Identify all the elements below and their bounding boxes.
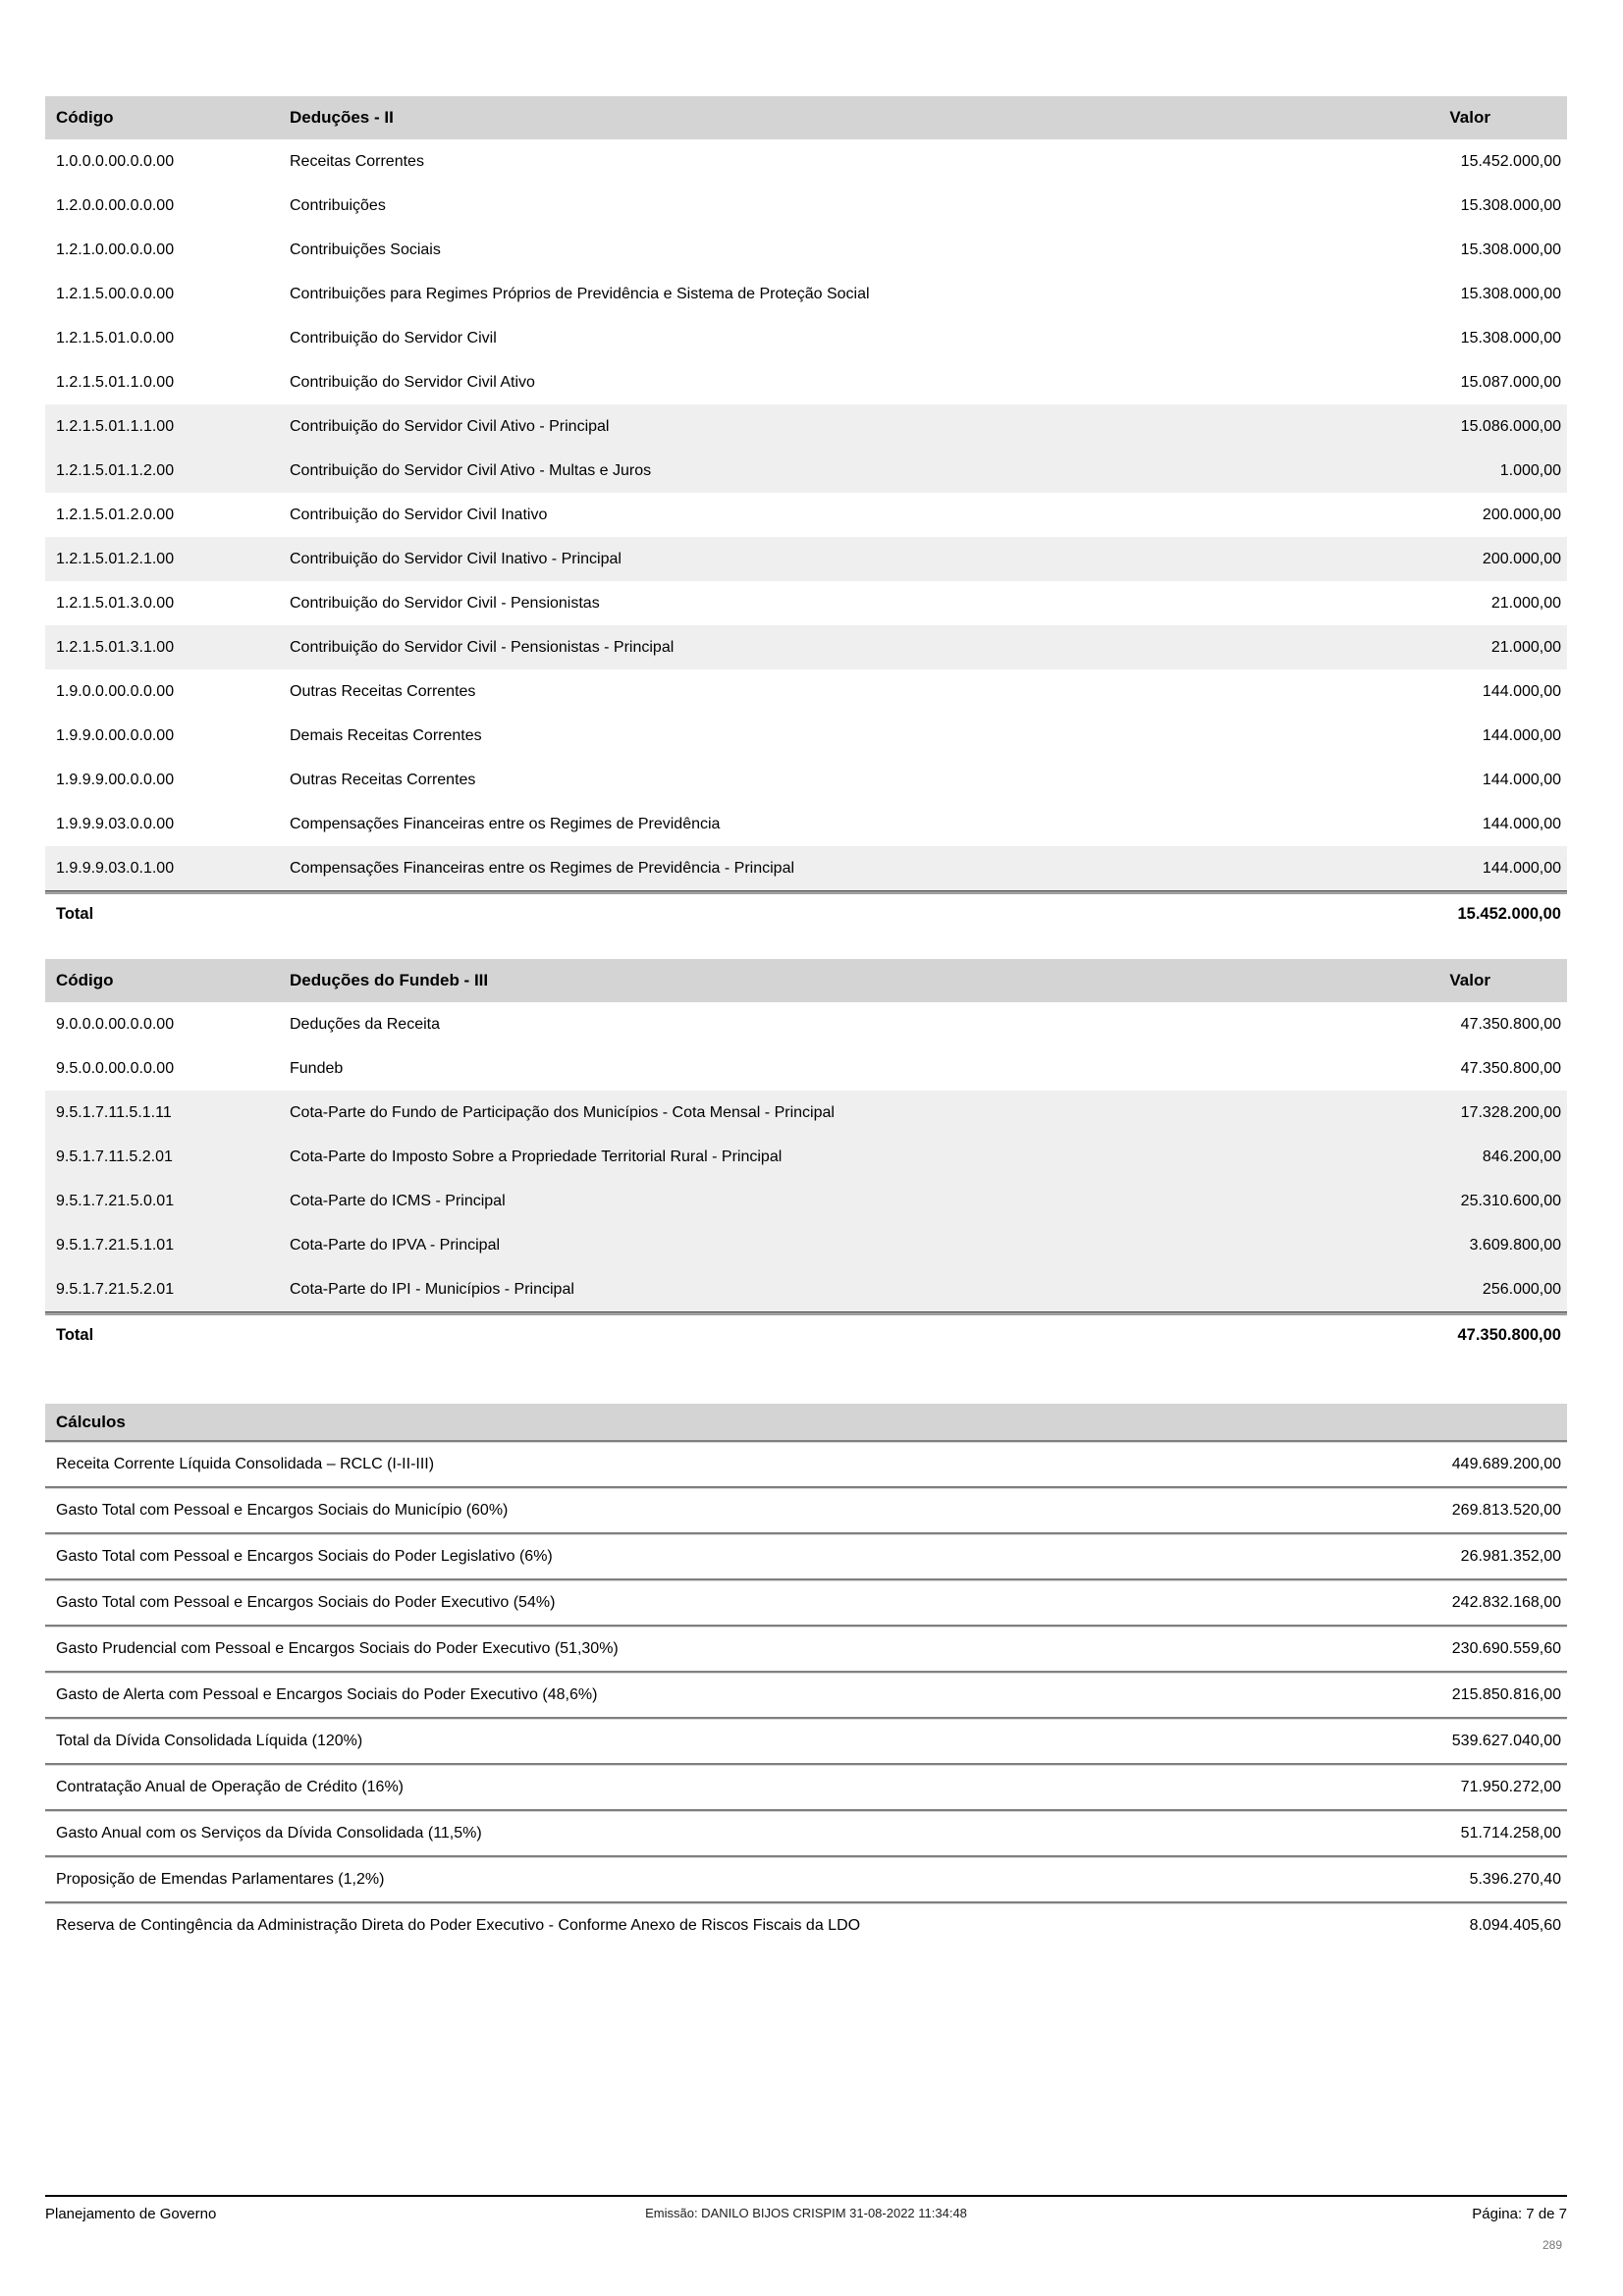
table-row <box>45 581 1567 625</box>
table-row <box>45 1179 1567 1223</box>
fundeb3-total-row <box>45 1311 1567 1358</box>
calc-row <box>45 1717 1567 1763</box>
row-code: 9.5.1.7.21.5.1.01 <box>56 1236 175 1254</box>
row-description: Cota-Parte do IPVA - Principal <box>290 1236 501 1254</box>
row-description: Contribuição do Servidor Civil - Pensionistas - Principal <box>290 638 675 656</box>
calc-label: Gasto de Alerta com Pessoal e Encargos Sociais do Poder Executivo (48,6%) <box>56 1685 598 1703</box>
total-label: Total <box>56 1325 94 1344</box>
row-value: 15.308.000,00 <box>1460 196 1561 214</box>
row-description: Cota-Parte do IPI - Municípios - Principal <box>290 1280 574 1298</box>
row-code: 1.0.0.0.00.0.0.00 <box>56 152 175 170</box>
section-gap <box>45 936 1567 959</box>
table-row <box>45 1002 1567 1046</box>
column-header-valor: Valor <box>1449 108 1490 127</box>
row-description: Contribuição do Servidor Civil Ativo <box>290 373 535 391</box>
row-description: Contribuição do Servidor Civil <box>290 329 497 347</box>
table-row <box>45 493 1567 537</box>
row-code: 9.0.0.0.00.0.0.00 <box>56 1015 175 1033</box>
row-value: 144.000,00 <box>1482 859 1561 877</box>
calc-row <box>45 1578 1567 1625</box>
row-description: Contribuições Sociais <box>290 240 441 258</box>
table-row <box>45 184 1567 228</box>
row-code: 1.2.1.5.01.1.0.00 <box>56 373 175 391</box>
footer-page-number: 289 <box>1542 2238 1562 2252</box>
row-value: 21.000,00 <box>1490 638 1561 656</box>
row-description: Outras Receitas Correntes <box>290 682 476 700</box>
row-code: 1.2.1.5.01.1.2.00 <box>56 461 175 479</box>
row-description: Compensações Financeiras entre os Regimes de Previdência <box>290 815 721 832</box>
row-value: 15.308.000,00 <box>1460 240 1561 258</box>
calc-value: 242.832.168,00 <box>1451 1593 1561 1611</box>
table-row <box>45 228 1567 272</box>
calc-label: Gasto Anual com os Serviços da Dívida Consolidada (11,5%) <box>56 1824 482 1842</box>
row-code: 1.9.9.9.03.0.0.00 <box>56 815 175 832</box>
table-row <box>45 272 1567 316</box>
table-row <box>45 139 1567 184</box>
row-code: 1.2.1.5.01.2.1.00 <box>56 550 175 567</box>
calc-row <box>45 1625 1567 1671</box>
calc-row <box>45 1763 1567 1809</box>
table-row <box>45 316 1567 360</box>
calc-value: 539.627.040,00 <box>1451 1732 1561 1749</box>
table-row <box>45 758 1567 802</box>
deducoes2-header-row <box>45 96 1567 139</box>
row-code: 9.5.1.7.11.5.2.01 <box>56 1148 173 1165</box>
row-code: 1.2.1.5.01.2.0.00 <box>56 506 175 523</box>
calc-value: 8.094.405,60 <box>1469 1916 1561 1934</box>
calc-label: Gasto Total com Pessoal e Encargos Sociais do Poder Legislativo (6%) <box>56 1547 553 1565</box>
row-value: 144.000,00 <box>1482 682 1561 700</box>
column-header-fundeb3: Deduções do Fundeb - III <box>290 971 489 989</box>
row-code: 1.2.0.0.00.0.0.00 <box>56 196 175 214</box>
row-description: Contribuições para Regimes Próprios de Previdência e Sistema de Proteção Social <box>290 285 870 302</box>
footer-page-indicator: Página: 7 de 7 <box>1472 2206 1568 2222</box>
total-value: 47.350.800,00 <box>1457 1325 1561 1344</box>
table-row <box>45 802 1567 846</box>
table-row <box>45 714 1567 758</box>
calc-label: Proposição de Emendas Parlamentares (1,2%) <box>56 1870 385 1888</box>
table-row <box>45 1267 1567 1311</box>
column-header-codigo: Código <box>56 971 114 989</box>
calc-label: Contratação Anual de Operação de Crédito (16%) <box>56 1778 404 1795</box>
calc-label: Total da Dívida Consolidada Líquida (120%) <box>56 1732 363 1749</box>
calc-value: 26.981.352,00 <box>1460 1547 1561 1565</box>
row-description: Receitas Correntes <box>290 152 424 170</box>
row-code: 1.2.1.5.01.1.1.00 <box>56 417 175 435</box>
table-row <box>45 669 1567 714</box>
row-code: 9.5.0.0.00.0.0.00 <box>56 1059 175 1077</box>
calc-value: 269.813.520,00 <box>1451 1501 1561 1519</box>
calculos-body <box>45 1440 1567 1948</box>
row-description: Cota-Parte do Fundo de Participação dos Municípios - Cota Mensal - Principal <box>290 1103 835 1121</box>
row-description: Cota-Parte do ICMS - Principal <box>290 1192 506 1209</box>
row-description: Contribuições <box>290 196 386 214</box>
total-label: Total <box>56 904 94 923</box>
calc-row <box>45 1855 1567 1901</box>
table-row <box>45 404 1567 449</box>
row-description: Contribuição do Servidor Civil Inativo <box>290 506 548 523</box>
table-row <box>45 1046 1567 1091</box>
footer-emission-info: Emissão: DANILO BIJOS CRISPIM 31-08-2022 11:34:48 <box>645 2206 967 2220</box>
row-description: Fundeb <box>290 1059 344 1077</box>
row-code: 9.5.1.7.11.5.1.11 <box>56 1103 172 1121</box>
report-content <box>45 96 1567 1948</box>
row-code: 1.2.1.0.00.0.0.00 <box>56 240 175 258</box>
row-description: Compensações Financeiras entre os Regimes de Previdência - Principal <box>290 859 795 877</box>
row-description: Outras Receitas Correntes <box>290 771 476 788</box>
row-value: 25.310.600,00 <box>1460 1192 1561 1209</box>
calc-label: Receita Corrente Líquida Consolidada – RCLC (I-II-III) <box>56 1455 435 1472</box>
row-value: 200.000,00 <box>1482 506 1561 523</box>
row-value: 3.609.800,00 <box>1469 1236 1561 1254</box>
row-code: 1.9.9.9.03.0.1.00 <box>56 859 175 877</box>
table-row <box>45 846 1567 890</box>
row-description: Contribuição do Servidor Civil - Pensionistas <box>290 594 600 612</box>
calc-value: 449.689.200,00 <box>1451 1455 1561 1472</box>
table-row <box>45 449 1567 493</box>
row-value: 15.308.000,00 <box>1460 329 1561 347</box>
row-value: 15.452.000,00 <box>1460 152 1561 170</box>
calc-row <box>45 1671 1567 1717</box>
row-value: 256.000,00 <box>1482 1280 1561 1298</box>
row-value: 144.000,00 <box>1482 771 1561 788</box>
row-code: 1.9.9.9.00.0.0.00 <box>56 771 175 788</box>
row-description: Contribuição do Servidor Civil Ativo - Multas e Juros <box>290 461 652 479</box>
row-value: 846.200,00 <box>1482 1148 1561 1165</box>
calc-value: 5.396.270,40 <box>1469 1870 1561 1888</box>
calc-row <box>45 1486 1567 1532</box>
row-value: 1.000,00 <box>1499 461 1561 479</box>
row-value: 15.087.000,00 <box>1460 373 1561 391</box>
row-code: 1.9.9.0.00.0.0.00 <box>56 726 175 744</box>
row-code: 1.2.1.5.01.0.0.00 <box>56 329 175 347</box>
deducoes2-total-row <box>45 890 1567 936</box>
row-value: 21.000,00 <box>1490 594 1561 612</box>
calc-value: 71.950.272,00 <box>1460 1778 1561 1795</box>
section-gap <box>45 1358 1567 1404</box>
column-header-codigo: Código <box>56 108 114 127</box>
row-value: 200.000,00 <box>1482 550 1561 567</box>
row-value: 144.000,00 <box>1482 815 1561 832</box>
row-description: Contribuição do Servidor Civil Ativo - Principal <box>290 417 610 435</box>
calc-value: 230.690.559,60 <box>1451 1639 1561 1657</box>
fundeb3-body <box>45 1002 1567 1311</box>
table-row <box>45 537 1567 581</box>
row-description: Deduções da Receita <box>290 1015 440 1033</box>
row-code: 1.2.1.5.01.3.0.00 <box>56 594 175 612</box>
calc-label: Gasto Total com Pessoal e Encargos Sociais do Município (60%) <box>56 1501 509 1519</box>
calc-value: 215.850.816,00 <box>1451 1685 1561 1703</box>
table-row <box>45 1135 1567 1179</box>
row-value: 47.350.800,00 <box>1460 1059 1561 1077</box>
calc-value: 51.714.258,00 <box>1460 1824 1561 1842</box>
row-code: 1.2.1.5.01.3.1.00 <box>56 638 175 656</box>
row-code: 9.5.1.7.21.5.0.01 <box>56 1192 175 1209</box>
row-code: 1.2.1.5.00.0.0.00 <box>56 285 175 302</box>
row-value: 17.328.200,00 <box>1460 1103 1561 1121</box>
footer-report-name: Planejamento de Governo <box>45 2206 217 2222</box>
deducoes2-body <box>45 139 1567 890</box>
row-description: Contribuição do Servidor Civil Inativo - Principal <box>290 550 622 567</box>
row-code: 9.5.1.7.21.5.2.01 <box>56 1280 175 1298</box>
table-row <box>45 360 1567 404</box>
calc-label: Gasto Prudencial com Pessoal e Encargos Sociais do Poder Executivo (51,30%) <box>56 1639 619 1657</box>
row-value: 144.000,00 <box>1482 726 1561 744</box>
table-row <box>45 1091 1567 1135</box>
row-value: 47.350.800,00 <box>1460 1015 1561 1033</box>
calc-row <box>45 1440 1567 1486</box>
calc-row <box>45 1809 1567 1855</box>
row-description: Cota-Parte do Imposto Sobre a Propriedade Territorial Rural - Principal <box>290 1148 783 1165</box>
calc-label: Reserva de Contingência da Administração Direta do Poder Executivo - Conforme Anexo de Riscos Fiscais da LDO <box>56 1916 861 1934</box>
calc-row <box>45 1901 1567 1948</box>
page-footer <box>45 2195 1568 2252</box>
calc-label: Gasto Total com Pessoal e Encargos Sociais do Poder Executivo (54%) <box>56 1593 556 1611</box>
row-value: 15.086.000,00 <box>1460 417 1561 435</box>
total-value: 15.452.000,00 <box>1457 904 1561 923</box>
table-row <box>45 1223 1567 1267</box>
calc-row <box>45 1532 1567 1578</box>
calculos-header: Cálculos <box>45 1404 1567 1440</box>
row-code: 1.9.0.0.00.0.0.00 <box>56 682 175 700</box>
table-row <box>45 625 1567 669</box>
row-description: Demais Receitas Correntes <box>290 726 482 744</box>
fundeb3-header-row <box>45 959 1567 1002</box>
row-value: 15.308.000,00 <box>1460 285 1561 302</box>
column-header-valor: Valor <box>1449 971 1490 989</box>
column-header-deducoes2: Deduções - II <box>290 108 394 127</box>
